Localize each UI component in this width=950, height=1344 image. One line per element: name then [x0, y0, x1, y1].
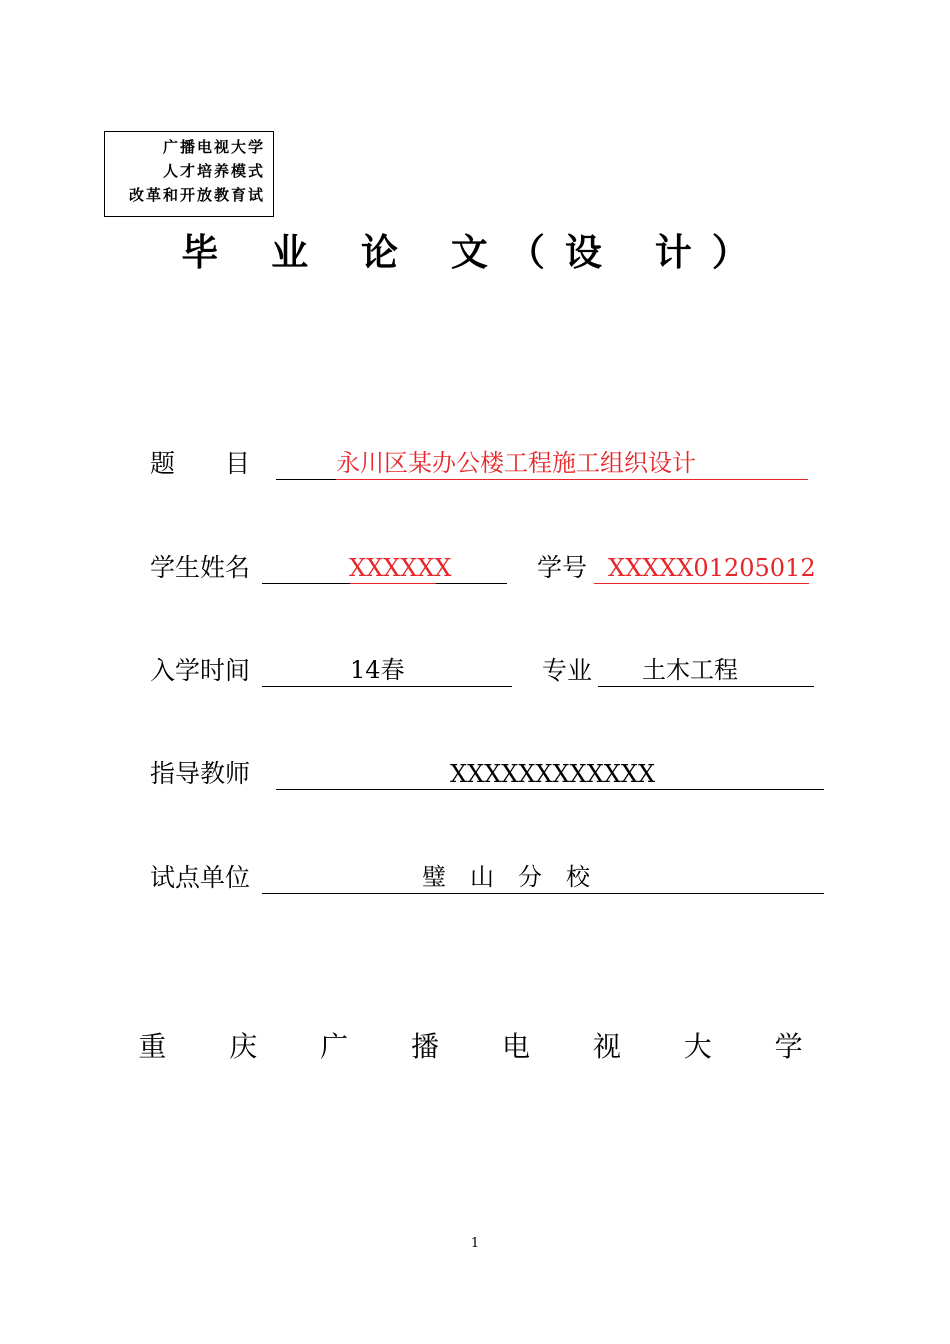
- stamp-line-3: 改革和开放教育试: [128, 186, 265, 204]
- document-title: 毕 业 论 文（设 计）: [181, 231, 769, 274]
- unit-label: 试点单位: [150, 863, 251, 892]
- advisor-row: [150, 758, 825, 798]
- page-number: 1: [470, 1236, 480, 1251]
- student-name-value: XXXXXX: [349, 554, 452, 582]
- enrollment-row: [150, 655, 820, 695]
- topic-underline-black: [276, 447, 336, 480]
- unit-value: 璧 山 分 校: [422, 863, 590, 891]
- university-name: 重 庆 广 播 电 视 大 学: [138, 1030, 830, 1063]
- program-stamp-box: [104, 131, 274, 217]
- unit-row: [150, 862, 825, 902]
- stamp-line-1: 广播电视大学: [162, 138, 265, 156]
- enrollment-label: 入学时间: [150, 656, 251, 685]
- topic-label: 题 目: [150, 449, 251, 478]
- advisor-value: XXXXXXXXXXXX: [450, 760, 656, 788]
- stamp-line-2: 人才培养模式: [162, 162, 265, 180]
- major-label: 专业: [542, 656, 593, 685]
- student-id-value: XXXXX01205012: [608, 554, 816, 582]
- advisor-label: 指导教师: [150, 759, 251, 788]
- major-value: 土木工程: [642, 656, 738, 684]
- enrollment-value: 14春: [350, 656, 405, 684]
- student-row: [150, 552, 816, 592]
- student-id-label: 学号: [537, 553, 588, 582]
- topic-value: 永川区某办公楼工程施工组织设计: [336, 449, 696, 477]
- topic-row: [150, 448, 810, 488]
- student-name-label: 学生姓名: [150, 553, 251, 582]
